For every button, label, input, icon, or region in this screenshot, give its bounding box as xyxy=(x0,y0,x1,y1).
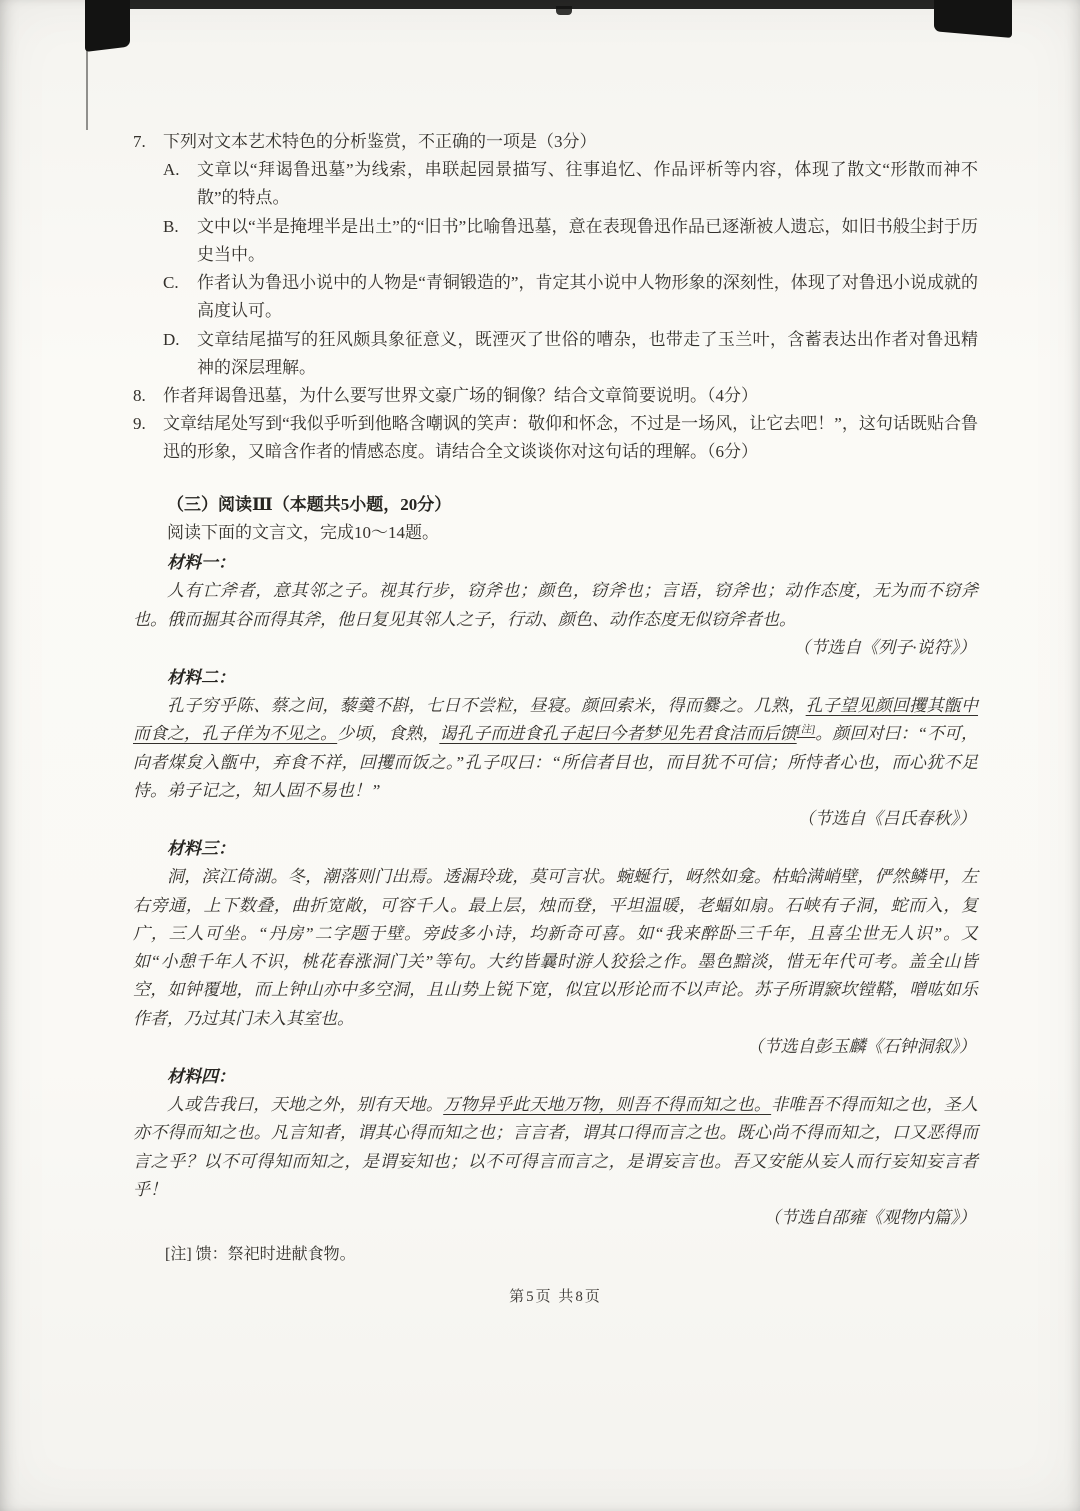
scan-artifact-left-line xyxy=(86,40,88,130)
option-c xyxy=(163,269,978,325)
material-1 xyxy=(133,549,978,662)
scan-artifact-top-right xyxy=(934,0,1012,38)
material-1-source: （节选自《列子·说符》） xyxy=(793,637,976,657)
scan-artifact-top-nub xyxy=(556,6,572,15)
material-4-source: （节选自邵雍《观物内篇》） xyxy=(763,1208,976,1228)
option-d xyxy=(163,326,978,382)
material-4 xyxy=(133,1063,978,1232)
material-3-paragraph: 洞，滨江倚湖。冬，潮落则门出焉。透漏玲珑，莫可言状。蜿蜒行，岈然如龛。枯蛤满峭壁，俨然鳞甲，左右旁通，上下数叠，曲折宽敞，可容千人。最上层，烛而登，平坦温暖，老蝠如扇。石峡有子洞，蛇而入，复广，三人可坐。“丹房”二字题于壁。旁歧多小诗，均新奇可喜。如“我来醉卧三千年，且喜尘世无人识”。又如“小憩千年人不识，桃花春涨洞门关”等句。大约皆曩时游人狡狯之作。墨色黯淡，惜无年代可考。盖全山皆空，如钟覆地，而上钟山亦中多空洞，且山势上锐下宽，似宜以形论而不以声论。苏子所谓窾坎镗鞳，噌吰如乐作者，乃过其门未入其室也。 xyxy=(133,867,978,1028)
material-3-source: （节选自彭玉麟《石钟洞叙》） xyxy=(746,1036,976,1056)
option-d-label: D. xyxy=(163,329,180,349)
option-b xyxy=(163,213,978,269)
material-2-paragraph: 孔子穷乎陈、蔡之间，藜羹不斟，七日不尝粒，昼寝。颜回索米，得而爨之。几熟，孔子望见颜回攫其甑中而食之，孔子佯为不见之。少顷，食熟，谒孔子而进食孔子起曰今者梦见先君食洁而后馈[注]。颜回对曰：“不可，向者煤炱入甑中，弃食不祥，回攫而饭之。”孔子叹曰：“所信者目也，而目犹不可信；所恃者心也，而心犹不足恃。弟子记之，知人固不易也！” xyxy=(133,696,979,800)
scan-artifact-top-left xyxy=(85,0,130,52)
footnote: [注] 馈：祭祀时进献食物。 xyxy=(165,1246,356,1264)
question-9-number: 9. xyxy=(133,414,146,434)
option-b-label: B. xyxy=(163,216,179,236)
question-8-number: 8. xyxy=(133,385,146,405)
question-8-text: 作者拜谒鲁迅墓，为什么要写世界文豪广场的铜像？结合文章简要说明。（4分） xyxy=(163,385,758,405)
question-9-text: 文章结尾处写到“我似乎听到他略含嘲讽的笑声：敬仰和怀念，不过是一场风，让它去吧！”，这句话既贴合鲁迅的形象，又暗含作者的情感态度。请结合全文谈谈你对这句话的理解。（6分） xyxy=(163,414,978,462)
material-2-source: （节选自《吕氏春秋》） xyxy=(797,809,976,829)
material-1-title: 材料一： xyxy=(167,553,235,573)
section-3-heading: （三）阅读Ⅲ（本题共5小题，20分） xyxy=(167,494,452,514)
question-9 xyxy=(133,410,978,466)
option-c-text: 作者认为鲁迅小说中的人物是“青铜锻造的”，肯定其小说中人物形象的深刻性，体现了对鲁迅小说成就的高度认可。 xyxy=(197,273,978,321)
option-d-text: 文章结尾描写的狂风颇具象征意义，既湮灭了世俗的嘈杂，也带走了玉兰叶，含蓄表达出作者对鲁迅精神的深层理解。 xyxy=(197,329,978,377)
question-7-stem: 下列对文本艺术特色的分析鉴赏，不正确的一项是（3分） xyxy=(163,132,597,151)
question-7-number: 7. xyxy=(133,132,146,151)
material-2 xyxy=(133,664,978,833)
question-7 xyxy=(133,128,978,156)
page-content xyxy=(133,128,978,1310)
material-3 xyxy=(133,835,978,1061)
material-4-title: 材料四： xyxy=(167,1067,235,1086)
option-c-label: C. xyxy=(163,273,179,293)
material-3-title: 材料三： xyxy=(167,839,235,859)
material-2-title: 材料二： xyxy=(167,667,235,687)
option-a xyxy=(163,156,978,212)
question-7-options xyxy=(163,156,978,382)
page-number: 第5页 共8页 xyxy=(509,1288,602,1305)
scan-artifact-top-edge xyxy=(120,0,948,9)
material-1-paragraph: 人有亡斧者，意其邻之子。视其行步，窃斧也；颜色，窃斧也；言语，窃斧也；动作态度，无为而不窃斧也。俄而掘其谷而得其斧，他日复见其邻人之子，行动、颜色、动作态度无似窃斧者也。 xyxy=(133,581,978,629)
option-a-label: A. xyxy=(163,160,180,180)
question-8 xyxy=(133,382,978,410)
option-a-text: 文章以“拜谒鲁迅墓”为线索，串联起园景描写、往事追忆、作品评析等内容，体现了散文“形散而神不散”的特点。 xyxy=(197,160,978,208)
material-4-paragraph: 人或告我曰，天地之外，别有天地。万物异乎此天地万物，则吾不得而知之也。非唯吾不得而知之也，圣人亦不得而知之也。凡言知者，谓其心得而知之也；言言者，谓其口得而言之也。既心尚不得而知之，口又恶得而言之乎？以不可得知而知之，是谓妄知也；以不可得言而言之，是谓妄言也。吾又安能从妄人而行妄知妄言者乎！ xyxy=(133,1095,979,1199)
section-3-intro: 阅读下面的文言文，完成10～14题。 xyxy=(167,522,439,542)
option-b-text: 文中以“半是掩埋半是出土”的“旧书”比喻鲁迅墓，意在表现鲁迅作品已逐渐被人遗忘，如旧书般尘封于历史当中。 xyxy=(197,216,978,264)
